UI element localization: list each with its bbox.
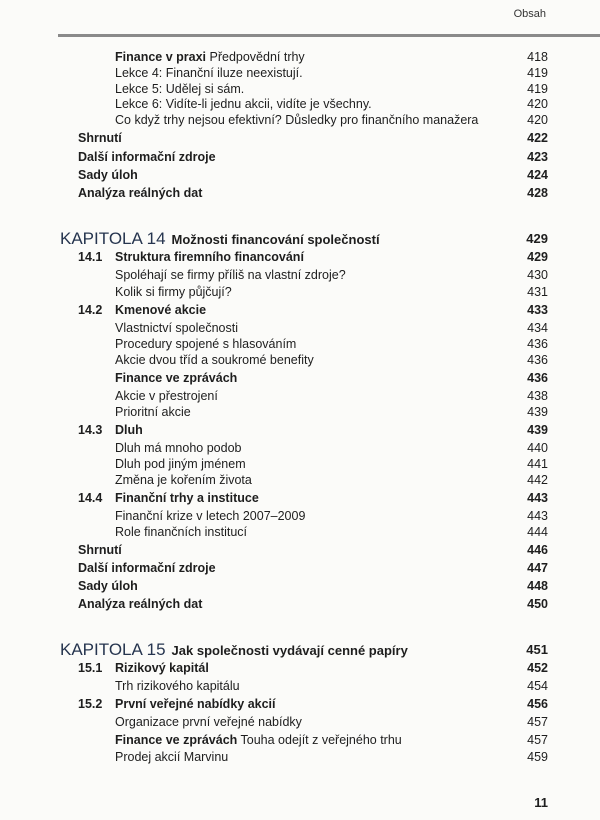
entry-page: 419 [527, 66, 548, 80]
section-number: 14.1 [78, 250, 103, 264]
entry-title [115, 659, 209, 677]
entry-text: První veřejné nabídky akcií [115, 697, 276, 711]
entry-page: 439 [527, 405, 548, 419]
toc-entry [0, 283, 600, 301]
entry-title [115, 283, 232, 301]
entry-lead: Finance v praxi [115, 50, 207, 64]
entry-text: Lekce 4: Finanční iluze neexistují. [115, 66, 303, 80]
toc-entry [0, 471, 600, 489]
entry-page: 452 [527, 661, 548, 675]
entry-title [115, 523, 247, 541]
entry-text: Další informační zdroje [78, 561, 216, 575]
toc-entry [0, 129, 600, 147]
toc-section [0, 489, 600, 507]
entry-page: 434 [527, 321, 548, 335]
toc-section [0, 695, 600, 713]
section-number: 14.4 [78, 491, 103, 505]
entry-text: Co když trhy nejsou efektivní? Důsledky pro finančního manažera [115, 113, 479, 127]
entry-title [115, 369, 237, 387]
entry-title [115, 471, 252, 489]
entry-text: Předpovědní trhy [206, 50, 305, 64]
entry-page: 423 [527, 150, 548, 164]
toc-section [0, 421, 600, 439]
toc-entry [0, 523, 600, 541]
entry-page: 451 [526, 642, 548, 657]
section-number: 14.2 [78, 303, 103, 317]
entry-title [115, 266, 346, 284]
toc-entry [0, 677, 600, 695]
entry-text: Spoléhají se firmy příliš na vlastní zdroje? [115, 268, 346, 282]
entry-page: 440 [527, 441, 548, 455]
chapter-label: KAPITOLA 14 [60, 229, 166, 248]
entry-title [115, 731, 402, 749]
entry-title [115, 695, 276, 713]
entry-text: Kolik si firmy půjčují? [115, 285, 232, 299]
entry-title [115, 301, 206, 319]
toc-entry [0, 369, 600, 387]
entry-text: Akcie v přestrojení [115, 389, 218, 403]
entry-page: 457 [527, 715, 548, 729]
entry-text: Finance ve zprávách [115, 371, 238, 385]
entry-text: Trh rizikového kapitálu [115, 679, 240, 693]
entry-text: Finanční krize v letech 2007–2009 [115, 509, 306, 523]
entry-page: 450 [527, 597, 548, 611]
entry-text: Prodej akcií Marvinu [115, 750, 229, 764]
entry-text: Sady úloh [78, 168, 138, 182]
entry-text: Další informační zdroje [78, 150, 216, 164]
entry-page: 428 [527, 186, 548, 200]
entry-text: Shrnutí [78, 131, 122, 145]
section-number: 15.2 [78, 697, 103, 711]
entry-page: 430 [527, 268, 548, 282]
entry-page: 431 [527, 285, 548, 299]
entry-title [115, 351, 314, 369]
entry-text: Dluh má mnoho podob [115, 441, 242, 455]
entry-page: 438 [527, 389, 548, 403]
entry-title [115, 111, 478, 129]
entry-title [78, 577, 138, 595]
entry-text: Akcie dvou tříd a soukromé benefity [115, 353, 314, 367]
entry-text: Finanční trhy a instituce [115, 491, 259, 505]
page-number: 11 [534, 795, 548, 810]
entry-lead: Finance ve zprávách [115, 733, 238, 747]
running-header: Obsah [513, 8, 546, 20]
entry-page: 436 [527, 353, 548, 367]
entry-title [78, 166, 138, 184]
entry-text: Struktura firemního financování [115, 250, 304, 264]
toc-entry [0, 577, 600, 595]
entry-page: 447 [527, 561, 548, 575]
entry-title [78, 595, 202, 613]
entry-title [115, 489, 259, 507]
entry-title [115, 403, 191, 421]
entry-title [78, 541, 122, 559]
entry-title [115, 713, 302, 731]
entry-page: 433 [527, 303, 548, 317]
entry-page: 418 [527, 50, 548, 64]
entry-text: Analýza reálných dat [78, 186, 203, 200]
entry-page: 436 [527, 337, 548, 351]
entry-text: Lekce 5: Udělej si sám. [115, 82, 245, 96]
toc-section [0, 659, 600, 677]
entry-text: Kmenové akcie [115, 303, 207, 317]
toc-entry [0, 403, 600, 421]
entry-text: Dluh [115, 423, 143, 437]
entry-text: Lekce 6: Vidíte-li jednu akcii, vidíte je všechny. [115, 97, 372, 111]
toc-entry [0, 559, 600, 577]
entry-page: 454 [527, 679, 548, 693]
entry-page: 456 [527, 697, 548, 711]
entry-page: 443 [527, 491, 548, 505]
entry-page: 420 [527, 113, 548, 127]
entry-page: 420 [527, 97, 548, 111]
entry-text: Role finančních institucí [115, 525, 248, 539]
toc-entry [0, 111, 600, 129]
entry-title [115, 248, 304, 266]
entry-title [115, 677, 240, 695]
entry-title [78, 184, 202, 202]
entry-title [115, 748, 228, 766]
toc-entry [0, 595, 600, 613]
entry-page: 422 [527, 131, 548, 145]
entry-text: Organizace první veřejné nabídky [115, 715, 302, 729]
toc-entry [0, 541, 600, 559]
entry-title [115, 421, 143, 439]
entry-title [78, 559, 216, 577]
toc-entry [0, 713, 600, 731]
toc-entry [0, 748, 600, 766]
entry-page: 448 [527, 579, 548, 593]
entry-text: Prioritní akcie [115, 405, 191, 419]
entry-text: Procedury spojené s hlasováním [115, 337, 297, 351]
entry-text: Shrnutí [78, 543, 122, 557]
toc-entry [0, 184, 600, 202]
entry-page: 446 [527, 543, 548, 557]
entry-text: Sady úloh [78, 579, 138, 593]
entry-page: 429 [526, 231, 548, 246]
entry-text: Možnosti financování společností [171, 232, 380, 247]
section-number: 14.3 [78, 423, 103, 437]
entry-text: Jak společnosti vydávají cenné papíry [171, 643, 408, 658]
entry-page: 424 [527, 168, 548, 182]
entry-page: 444 [527, 525, 548, 539]
entry-page: 442 [527, 473, 548, 487]
entry-text: Analýza reálných dat [78, 597, 203, 611]
toc-entry [0, 266, 600, 284]
entry-page: 419 [527, 82, 548, 96]
entry-page: 459 [527, 750, 548, 764]
entry-page: 429 [527, 250, 548, 264]
entry-page: 436 [527, 371, 548, 385]
toc-entry [0, 351, 600, 369]
chapter-label: KAPITOLA 15 [60, 640, 166, 659]
section-number: 15.1 [78, 661, 103, 675]
entry-text: Změna je kořením života [115, 473, 252, 487]
entry-page: 439 [527, 423, 548, 437]
entry-page: 457 [527, 733, 548, 747]
toc-entry [0, 148, 600, 166]
entry-page: 441 [527, 457, 548, 471]
toc-entry [0, 166, 600, 184]
toc-section [0, 301, 600, 319]
entry-text: Touha odejít z veřejného trhu [237, 733, 402, 747]
entry-title [78, 129, 122, 147]
entry-text: Vlastnictví společnosti [115, 321, 238, 335]
entry-title [78, 148, 216, 166]
toc-entry [0, 731, 600, 749]
toc-section [0, 248, 600, 266]
entry-text: Dluh pod jiným jménem [115, 457, 246, 471]
entry-text: Rizikový kapitál [115, 661, 209, 675]
entry-page: 443 [527, 509, 548, 523]
